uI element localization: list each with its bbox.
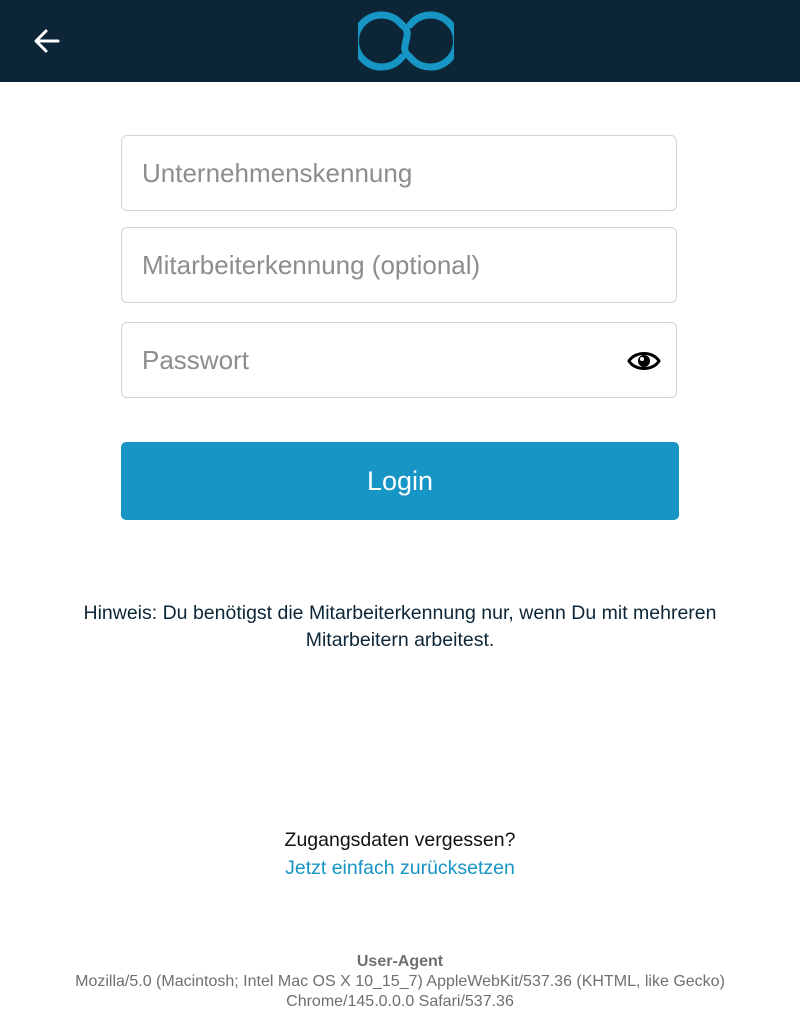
user-agent-info	[20, 952, 780, 1012]
app-header	[0, 0, 800, 82]
hint-text: Hinweis: Du benötigst die Mitarbeiterkennung nur, wenn Du mit mehreren Mitarbeitern arbeitest.	[83, 602, 717, 651]
user-agent-title: User-Agent	[356, 953, 444, 970]
eye-icon	[627, 349, 661, 373]
login-button[interactable]: Login	[121, 442, 679, 520]
reset-link[interactable]: Jetzt einfach zurücksetzen	[285, 857, 515, 879]
forgot-credentials	[100, 826, 700, 882]
password-field	[121, 322, 677, 398]
user-agent-value: Mozilla/5.0 (Macintosh; Intel Mac OS X 10_15_7) AppleWebKit/537.36 (KHTML, like Gecko) Chrome/145.0.0.0 Safari/537.36	[75, 973, 725, 1010]
password-input[interactable]	[122, 323, 676, 397]
arrow-left-icon	[32, 26, 62, 56]
forgot-question: Zugangsdaten vergessen?	[284, 829, 516, 851]
employee-id-field	[121, 227, 677, 303]
show-password-button[interactable]	[626, 345, 662, 377]
logo-icon	[358, 6, 454, 76]
company-id-field	[121, 135, 677, 211]
company-id-input[interactable]	[122, 136, 676, 210]
employee-id-input[interactable]	[122, 228, 676, 302]
back-button[interactable]	[28, 22, 66, 60]
